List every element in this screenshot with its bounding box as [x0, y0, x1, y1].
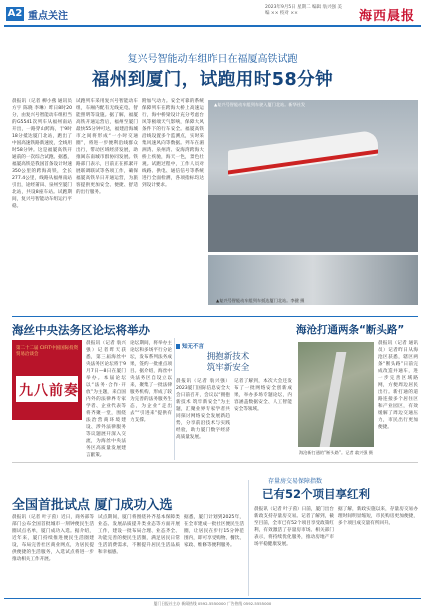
- section-divider: [12, 316, 418, 317]
- lead-headline: 福州到厦门，试跑用时58分钟: [91, 70, 334, 90]
- pilot-column-2: 试点期间，厦门将围绕补齐基本保障类业态、发展品质提升类业态等方面开展工作，建设一批布局合理、业态齐全、功能完善的便民生活圈，满足居民日常生活消费需求，不断提升居民生活品质和幸福感。: [98, 515, 180, 555]
- pilot-headline: 全国首批试点 厦门成功入选: [12, 498, 173, 513]
- safety-column-2: 记者了解到，本次大会还发布了一批网络安全创新成果，举办多场专题论坛，内容涵盖数据安全、人工智能安全等领域。: [234, 379, 292, 412]
- forum-headline: 海丝中央法务区论坛将举办: [12, 323, 150, 337]
- safety-tag: 知无不言: [176, 342, 204, 350]
- safety-title: 拥抱新技术 筑牢新安全: [206, 352, 250, 373]
- fair-advert-slogan: 九八前奏: [19, 383, 79, 399]
- housing-column-1: 晨报讯（记者 叶子茵）日前，厦门出台新政支持存量房交易。记者了解到，截至目前，全市已有52个项目享受政策红利，有效激活了存量房市场。相关部门表示，将持续优化服务，推动房地产市场平稳健康发展。: [254, 507, 334, 547]
- pilot-column-3: 据悉，厦门计划到2025年，在全市建成一批社区便民生活圈，让居民在步行15分钟范围内，即可享受购物、餐饮、家政、维修等便利服务。: [184, 515, 244, 548]
- column-rule: [174, 338, 175, 460]
- fair-advert: [12, 340, 82, 420]
- station-platform: [208, 195, 418, 252]
- lead-photo-small-caption: ▲复兴号智能动车组列车抵达厦门北站。李健 摄: [216, 298, 305, 303]
- logo-text: 海西晨报: [359, 9, 416, 24]
- lead-photo-caption: ▲复兴号智能动车组列车驶入厦门北站。新华社发: [214, 102, 306, 107]
- housing-kicker: 存量房交易保障指数: [268, 478, 323, 485]
- safety-column-1: 晨报讯（记者 翁兴强）2023厦门国际信息安全大会日前召开，会议以“拥抱新技术 筑牢新安全”为主题，汇聚业界专家学者共同探讨网络安全发展新趋势，分享前沿技术与实践经验，助力厦门数字经济高质量发展。: [176, 379, 230, 440]
- roads-headline: 海沧打通两条“断头路”: [296, 324, 405, 336]
- forum-column-2: 论坛期间，将举办主论坛和多场平行分论坛，发布系列法务成果，签约一批重点项目。据介绍，海丝中央法务区自设立以来，聚集了一批法律服务机构，形成了较为完善的法务服务生态，为企业“走出去”“引进来”提供有力支撑。: [130, 341, 172, 423]
- section-title: 重点关注: [28, 11, 68, 22]
- page-number: A2: [7, 8, 23, 19]
- page-footer: 厦门日报社主办 新闻热线 0592-5550000 广告热线 0592-5555000: [153, 601, 272, 606]
- housing-headline: 已有52个项目享红利: [262, 487, 371, 501]
- section-divider-lower: [12, 462, 418, 463]
- roads-photo-caption: 海沧新打通的“断头路”。记者 翁兴强 摄: [298, 450, 373, 455]
- housing-column-2: 据了解，新政实施以来，存量房交易办理时间明显缩短，市民购房更加便捷，多个项目成交量有所回升。: [338, 507, 418, 526]
- roads-photo: [298, 342, 374, 447]
- column-rule-lower: [248, 480, 249, 596]
- issue-meta: 2023年9月5日 星期二 编辑 翁兴强 美编 ×× 校对 ××: [265, 5, 342, 16]
- lead-photo-train: [208, 100, 418, 252]
- lead-column-3: 附加气动力。安全可靠的系统保障列车在跨海大桥上高速运行，海中桥梁设计充分考虑台风等极端天气影响，保障大风条件下的行车安全。福厦高铁沿线设置多个监测点，实时采集风速风向等数据。列车在湄洲湾、泉州湾、安海湾跨海大桥上疾驰，海天一色，景色壮观。试跑过程中，工作人员对线路、供电、通信信号等系统进行全面检测，各项指标均达到设计要求。: [142, 99, 204, 188]
- footer-rule: [4, 598, 421, 599]
- newspaper-logo: [352, 3, 420, 23]
- forum-column-1: 晨报讯（记者 翁兴强）记者昨天获悉，第三届海丝中央法务区论坛将于9月7日—8日在厦门举办。本届论坛以“法务·合作·开放”为主题，来自国内外的法律界专家学者、企业代表等将齐聚一堂，围绕法治营商环境建设、涉外法律服务等议题展开深入交流，为海丝中央法务区高质量发展建言献策。: [86, 341, 126, 458]
- fair-advert-box: [16, 376, 78, 402]
- pilot-column-1: 晨报讯（记者 叶子茵）近日，商务部等部门公布全国首批城市一刻钟便民生活圈试点名单，厦门成功入选。据介绍，近年来，厦门持续推进便民生活圈建设，布局完善社区商业网点，为居民提供便捷的生活服务，入选试点将进一步推动相关工作开展。: [12, 515, 94, 562]
- fair-advert-title: 第二十二届 CIFIT中国国际投资贸易洽谈会: [16, 346, 79, 357]
- masthead: [0, 0, 425, 26]
- lead-subhead: 复兴号智能动车组昨日在福厦高铁试跑: [127, 54, 298, 65]
- header-rule: [4, 25, 421, 27]
- lead-column-2: 试跑列车采用复兴号智能动车组，车厢内配有无线充电、智能照明等设施。据了解，福厦高铁开通运营后，福州至厦门最快55分钟可达，福建沿海城市之间将形成“一小时交通圈”，将进一步便利沿线群众出行，带动区域经济发展，助推闽东南城市群协同发展。铁路部门表示，目前正在抓紧开展联调联试等各项工作，确保福厦高铁早日开通运营，为旅客提供更加安全、便捷、舒适的出行服务。: [76, 99, 138, 195]
- roads-column-1: 晨报讯（记者 通讯员）记者昨日从海沧区获悉，辖区两条“断头路”日前完成改造并通车，进一步完善区域路网，方便周边居民出行。新打通的道路连接多个居住区和产业园区，有效缓解了周边交通压力，市民出行更加便捷。: [378, 341, 418, 430]
- lead-column-1: 晨报讯（记者 柳小燕 通讯员 方宇 陈晓 李琳）昨日8时20分，由复兴号智能动车组担当的G5541次列车从福州南站开出，一路穿山跨海，于9时18分抵达厦门北站，跑出了中国高速铁路新速度，全线用时58分钟。这是福厦高铁开通前的一次综合试跑。据悉，福厦高铁是我国首条设计时速350公里的跨海高铁，全长277.4公里，线路从福州南站引出，途经莆田、泉州至厦门北站，共设8座车站。试跑期间，复兴号智能动车组运行平稳。: [12, 99, 72, 209]
